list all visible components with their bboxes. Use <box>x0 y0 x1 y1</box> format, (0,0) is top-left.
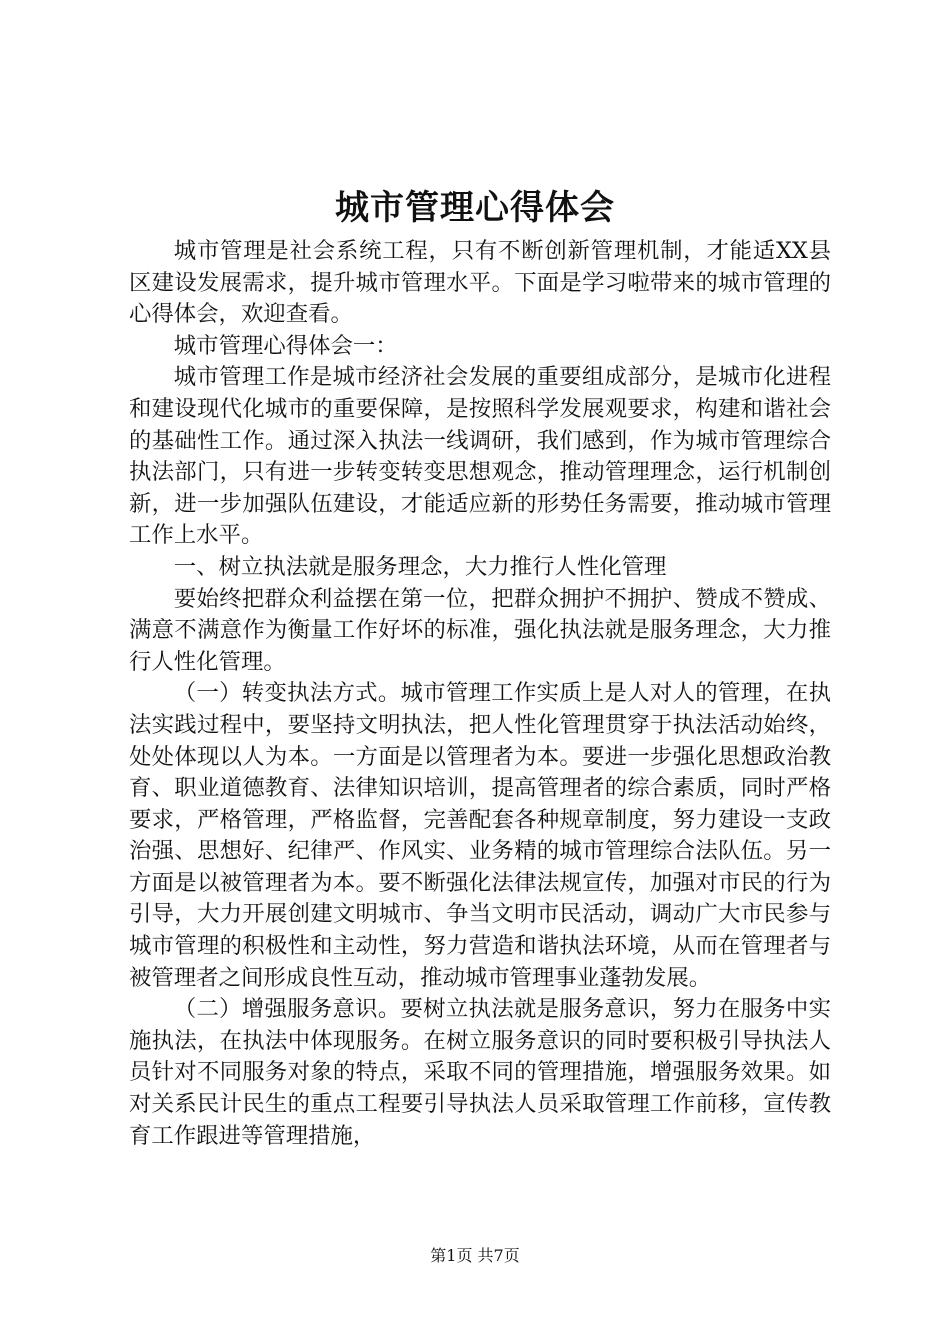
document-title: 城市管理心得体会 <box>335 188 615 228</box>
paragraph-intro: 城市管理是社会系统工程，只有不断创新管理机制，才能适XX县区建设发展需求，提升城市管理水平。下面是学习啦带来的城市管理的心得体会，欢迎查看。 <box>129 238 831 328</box>
paragraph-point-one: （一）转变执法方式。城市管理工作实质上是人对人的管理，在执法实践过程中，要坚持文明执法，把人性化管理贯穿于执法活动始终，处处体现以人为本。一方面是以管理者为本。要进一步强化思想政治教育、职业道德教育、法律知识培训，提高管理者的综合素质，同时严格要求，严格管理，严格监督，完善配套各种规章制度，努力建设一支政治强、思想好、纪律严、作风实、业务精的城市管理综合法队伍。另一方面是以被管理者为本。要不断强化法律法规宣传，加强对市民的行为引导，大力开展创建文明城市、争当文明市民活动，调动广大市民参与城市管理的积极性和主动性，努力营造和谐执法环境，从而在管理者与被管理者之间形成良性互动，推动城市管理事业蓬勃发展。 <box>129 680 831 991</box>
paragraph-overview: 城市管理工作是城市经济社会发展的重要组成部分，是城市化进程和建设现代化城市的重要保障，是按照科学发展观要求，构建和谐社会的基础性工作。通过深入执法一线调研，我们感到，作为城市管理综合执法部门，只有进一步转变转变思想观念，推动管理理念，运行机制创新，进一步加强队伍建设，才能适应新的形势任务需要，推动城市管理工作上水平。 <box>129 364 831 549</box>
paragraph-section-heading: 城市管理心得体会一： <box>173 332 398 359</box>
paragraph-principle: 要始终把群众利益摆在第一位，把群众拥护不拥护、赞成不赞成、满意不满意作为衡量工作好坏的标准，强化执法就是服务理念，大力推行人性化管理。 <box>129 585 831 675</box>
document-body <box>129 236 831 1152</box>
page-number-footer: 第1页 共7页 <box>430 1246 520 1265</box>
paragraph-heading-one: 一、树立执法就是服务理念，大力推行人性化管理 <box>173 553 667 580</box>
paragraph-point-two: （二）增强服务意识。要树立执法就是服务意识，努力在服务中实施执法，在执法中体现服务。在树立服务意识的同时要积极引导执法人员针对不同服务对象的特点，采取不同的管理措施，增强服务效果。如对关系民计民生的重点工程要引导执法人员采取管理工作前移，宣传教育工作跟进等管理措施， <box>129 996 831 1149</box>
